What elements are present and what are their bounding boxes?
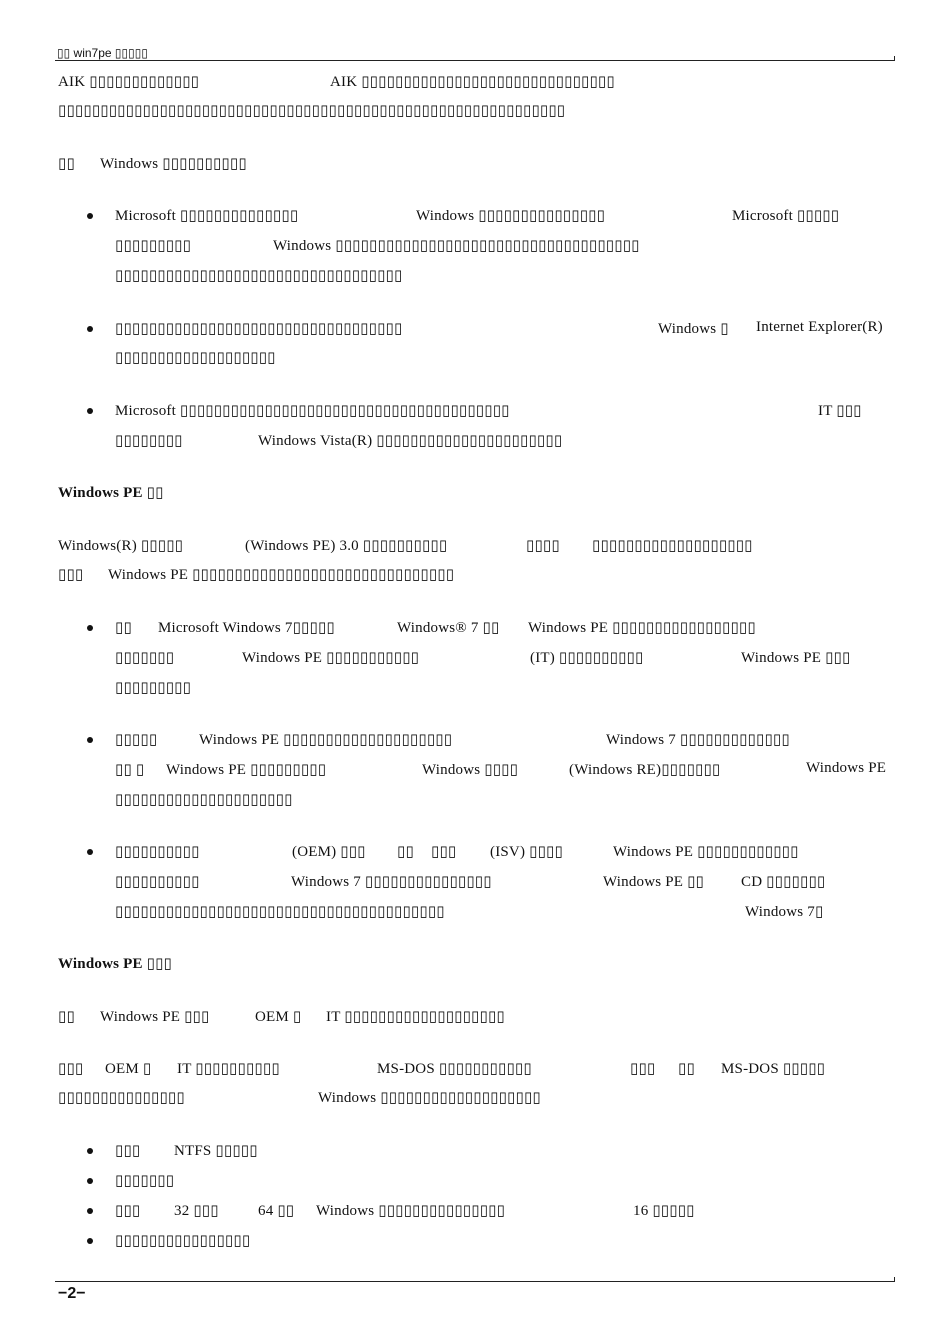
s2-para1: ▯▯▯▯▯▯▯▯▯▯▯▯▯▯▯▯▯▯▯ [592,538,753,554]
s3-list-item: ▯▯▯ [115,1143,141,1159]
s3-list-item: Windows ▯▯▯▯▯▯▯▯▯▯▯▯▯▯▯ [316,1203,506,1219]
s2-b3-text: ▯▯▯ [431,844,457,860]
bullet-icon [87,1208,93,1214]
s3-list-item: ▯▯▯▯▯▯▯ [115,1173,175,1189]
s2-b3-text: ▯▯ [397,844,414,860]
s2-b3-text: CD ▯▯▯▯▯▯▯ [741,874,826,890]
s3-list-item: 16 ▯▯▯▯▯ [633,1203,695,1219]
s2-b3-text: Windows PE ▯▯▯▯▯▯▯▯▯▯▯▯ [613,844,799,860]
s3-para2: MS-DOS ▯▯▯▯▯ [721,1061,826,1077]
s2-b1-text: (IT) ▯▯▯▯▯▯▯▯▯▯ [530,650,644,666]
s2-b3-text: Windows PE ▯▯ [603,874,705,890]
s1-b2-text: ▯▯▯▯▯▯▯▯▯▯▯▯▯▯▯▯▯▯▯ [115,350,276,366]
s2-b2-text: (Windows RE)▯▯▯▯▯▯▯ [569,762,721,778]
s1-b2-text: Internet Explorer(R) [756,319,883,335]
bullet-icon [87,408,93,414]
s1-b1-text: Microsoft ▯▯▯▯▯▯▯▯▯▯▯▯▯▯ [115,208,299,224]
s3-para3: ▯▯▯▯▯▯▯▯▯▯▯▯▯▯▯ [58,1090,185,1106]
intro-line1b: AIK ▯▯▯▯▯▯▯▯▯▯▯▯▯▯▯▯▯▯▯▯▯▯▯▯▯▯▯▯▯▯ [330,74,615,90]
bullet-icon [87,213,93,219]
s2-b1-text: Windows PE ▯▯▯ [741,650,851,666]
s2-b1-text: Microsoft Windows 7▯▯▯▯▯ [158,620,335,636]
section3-heading: Windows PE ▯▯▯ [58,956,172,972]
bullet-icon [87,625,93,631]
s2-para2: ▯▯▯ [58,567,84,583]
s1-b3-text: IT ▯▯▯ [818,403,862,419]
s2-b1-text: Windows® 7 ▯▯ [397,620,500,636]
footer-rule-tick [894,1277,895,1282]
s1-b3-text: Windows Vista(R) ▯▯▯▯▯▯▯▯▯▯▯▯▯▯▯▯▯▯▯▯▯▯ [258,433,563,449]
bullet-icon [87,1238,93,1244]
section1-title: Windows ▯▯▯▯▯▯▯▯▯▯ [100,156,247,172]
s2-b3-text: Windows 7▯ [745,904,824,920]
s2-b3-text: (OEM) ▯▯▯ [292,844,366,860]
section1-label: ▯▯ [58,156,75,172]
s2-b2-text: Windows PE ▯▯▯▯▯▯▯▯▯ [166,762,327,778]
s1-b1-text: Windows ▯▯▯▯▯▯▯▯▯▯▯▯▯▯▯ [416,208,606,224]
s2-b3-text: ▯▯▯▯▯▯▯▯▯▯ [115,874,200,890]
s3-list-item: NTFS ▯▯▯▯▯ [174,1143,258,1159]
s3-para2: MS-DOS ▯▯▯▯▯▯▯▯▯▯▯ [377,1061,532,1077]
header-title: ▯▯ win7pe ▯▯▯▯▯ [57,46,148,60]
s3-para1: ▯▯ [58,1009,75,1025]
bullet-icon [87,737,93,743]
s3-para2: ▯▯ [678,1061,695,1077]
s3-list-item: ▯▯▯ [115,1203,141,1219]
header-rule-tick [894,56,895,61]
s3-para2: ▯▯▯ [58,1061,84,1077]
s2-b2-text: ▯▯ ▯ [115,762,145,778]
s2-b1-text: ▯▯ [115,620,132,636]
s3-list-item: ▯▯▯▯▯▯▯▯▯▯▯▯▯▯▯▯ [115,1233,251,1249]
s2-b1-text: Windows PE ▯▯▯▯▯▯▯▯▯▯▯▯▯▯▯▯▯ [528,620,756,636]
s3-para2: ▯▯▯ [630,1061,656,1077]
s2-para1: Windows(R) ▯▯▯▯▯ [58,538,184,554]
s3-para2: OEM ▯ [105,1061,152,1077]
s3-para2: IT ▯▯▯▯▯▯▯▯▯▯ [177,1061,280,1077]
s2-b3-text: ▯▯▯▯▯▯▯▯▯▯ [115,844,200,860]
s3-para1: OEM ▯ [255,1009,302,1025]
s2-b2-text: ▯▯▯▯▯▯▯▯▯▯▯▯▯▯▯▯▯▯▯▯▯ [115,792,293,808]
s1-b1-text: Microsoft ▯▯▯▯▯ [732,208,840,224]
s1-b3-text: Microsoft ▯▯▯▯▯▯▯▯▯▯▯▯▯▯▯▯▯▯▯▯▯▯▯▯▯▯▯▯▯▯▯▯▯▯▯▯▯▯▯ [115,403,510,419]
s3-list-item: 32 ▯▯▯ [174,1203,219,1219]
s1-b2-text: Windows ▯ [658,321,729,337]
bullet-icon [87,1148,93,1154]
footer-rule [55,1281,895,1282]
s2-b2-text: ▯▯▯▯▯ [115,732,158,748]
s3-para1: IT ▯▯▯▯▯▯▯▯▯▯▯▯▯▯▯▯▯▯▯ [326,1009,505,1025]
s1-b1-text: Windows ▯▯▯▯▯▯▯▯▯▯▯▯▯▯▯▯▯▯▯▯▯▯▯▯▯▯▯▯▯▯▯▯▯▯▯▯ [273,238,640,254]
s2-para1: (Windows PE) 3.0 ▯▯▯▯▯▯▯▯▯▯ [245,538,448,554]
s2-b1-text: ▯▯▯▯▯▯▯▯▯ [115,680,192,696]
s3-para3: Windows ▯▯▯▯▯▯▯▯▯▯▯▯▯▯▯▯▯▯▯ [318,1090,541,1106]
s1-b2-text: ▯▯▯▯▯▯▯▯▯▯▯▯▯▯▯▯▯▯▯▯▯▯▯▯▯▯▯▯▯▯▯▯▯▯ [115,321,403,337]
s2-b3-text: ▯▯▯▯▯▯▯▯▯▯▯▯▯▯▯▯▯▯▯▯▯▯▯▯▯▯▯▯▯▯▯▯▯▯▯▯▯▯▯ [115,904,445,920]
s2-b2-text: Windows ▯▯▯▯ [422,762,519,778]
s2-b1-text: Windows PE ▯▯▯▯▯▯▯▯▯▯▯ [242,650,420,666]
s2-b2-text: Windows PE [806,760,887,776]
s2-para1: ▯▯▯▯ [526,538,560,554]
s1-b3-text: ▯▯▯▯▯▯▯▯ [115,433,183,449]
s2-b1-text: ▯▯▯▯▯▯▯ [115,650,175,666]
section2-heading: Windows PE ▯▯ [58,485,164,501]
s1-b1-text: ▯▯▯▯▯▯▯▯▯ [115,238,192,254]
bullet-icon [87,1178,93,1184]
bullet-icon [87,849,93,855]
s3-list-item: 64 ▯▯ [258,1203,295,1219]
s2-b3-text: (ISV) ▯▯▯▯ [490,844,563,860]
header-rule [55,60,895,61]
s2-b2-text: Windows 7 ▯▯▯▯▯▯▯▯▯▯▯▯▯ [606,732,790,748]
s2-b2-text: Windows PE ▯▯▯▯▯▯▯▯▯▯▯▯▯▯▯▯▯▯▯▯ [199,732,453,748]
s3-para1: Windows PE ▯▯▯ [100,1009,210,1025]
s2-b3-text: Windows 7 ▯▯▯▯▯▯▯▯▯▯▯▯▯▯▯ [291,874,492,890]
s1-b1-text: ▯▯▯▯▯▯▯▯▯▯▯▯▯▯▯▯▯▯▯▯▯▯▯▯▯▯▯▯▯▯▯▯▯▯ [115,268,403,284]
intro-line2: ▯▯▯▯▯▯▯▯▯▯▯▯▯▯▯▯▯▯▯▯▯▯▯▯▯▯▯▯▯▯▯▯▯▯▯▯▯▯▯▯▯▯▯▯▯▯▯▯▯▯▯▯▯▯▯▯▯▯▯▯ [58,103,566,119]
s2-para2: Windows PE ▯▯▯▯▯▯▯▯▯▯▯▯▯▯▯▯▯▯▯▯▯▯▯▯▯▯▯▯▯▯▯ [108,567,455,583]
bullet-icon [87,326,93,332]
intro-line1a: AIK ▯▯▯▯▯▯▯▯▯▯▯▯▯ [58,74,200,90]
page-number: −2− [58,1285,86,1302]
